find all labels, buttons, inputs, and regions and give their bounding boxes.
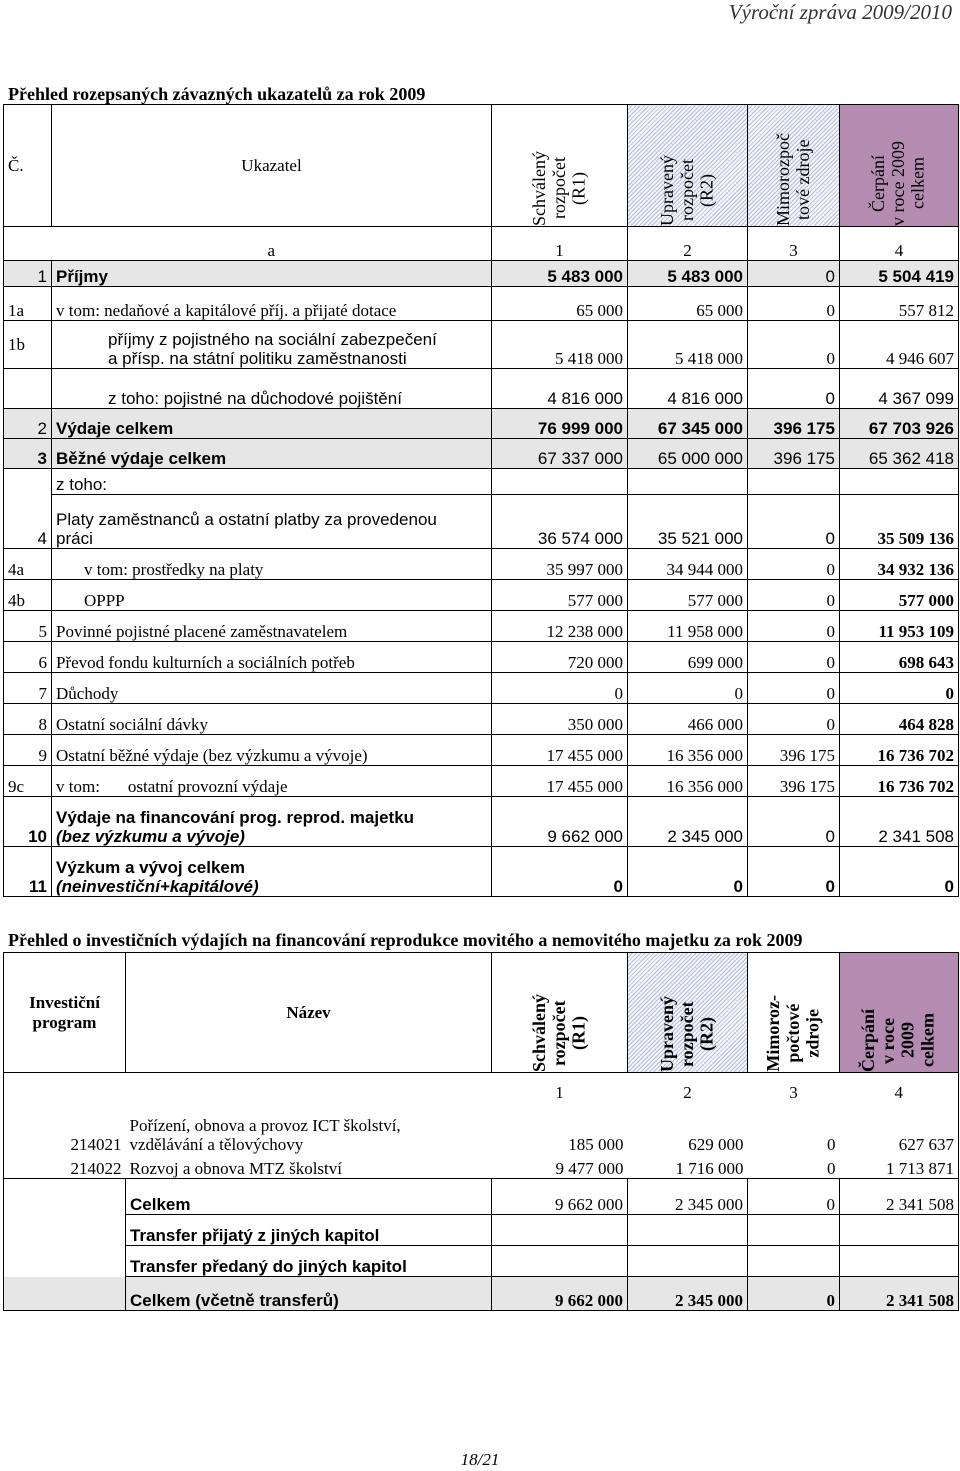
table-row: 11 Výzkum a vývoj celkem (neinvestiční+kapitálové) 0 0 0 0 [4, 847, 959, 897]
section2-title: Přehled o investičních výdajích na financování reprodukce movitého a nemovitého majetku za rok 2009 [8, 930, 803, 950]
table-row: 8 Ostatní sociální dávky 350 000 466 000 0 464 828 [4, 704, 959, 735]
table-row: 2 Výdaje celkem 76 999 000 67 345 000 396 175 67 703 926 [4, 409, 959, 439]
table-row: 10 Výdaje na financování prog. reprod. majetku (bez výzkumu a vývoje) 9 662 000 2 345 000 0 2 341 508 [4, 797, 959, 847]
table-row: Transfer přijatý z jiných kapitol [4, 1215, 959, 1246]
table-row: 214021 Pořízení, obnova a provoz ICT školství, vzdělávání a tělovýchovy 185 000 629 000 0 627 637 [4, 1103, 959, 1155]
col-header-indicator: Ukazatel [52, 105, 492, 227]
investment-table [3, 952, 959, 1311]
table-row: 3 Běžné výdaje celkem 67 337 000 65 000 000 396 175 65 362 418 [4, 439, 959, 469]
index-row: a 1 2 3 4 [4, 227, 959, 261]
table-row: 9c v tom: ostatní provozní výdaje 17 455 000 16 356 000 396 175 16 736 702 [4, 766, 959, 797]
col-header-r1: Schválený rozpočet (R1) [492, 105, 628, 227]
index-row: 1 2 3 4 [4, 1073, 959, 1103]
table-row: z toho: pojistné na důchodové pojištění 4 816 000 4 816 000 0 4 367 099 [4, 369, 959, 409]
table-row: z toho: [4, 469, 959, 495]
col-header-spent: Čerpání v roce 2009 celkem [840, 105, 959, 227]
page-number: 18/21 [460, 1450, 500, 1469]
table-row: 7 Důchody 0 0 0 0 [4, 673, 959, 704]
table-row: 1b příjmy z pojistného na sociální zabezpečení a přísp. na státní politiku zaměstnanosti 5 418 000 5 418 000 0 4 946 607 [4, 321, 959, 369]
col-header-number: Č. [4, 105, 52, 227]
table-row: Celkem 9 662 000 2 345 000 0 2 341 508 [4, 1179, 959, 1215]
table-row: Transfer předaný do jiných kapitol [4, 1246, 959, 1277]
report-title: Výroční zpráva 2009/2010 [728, 0, 952, 24]
table-row: 4a v tom: prostředky na platy 35 997 000 34 944 000 0 34 932 136 [4, 549, 959, 580]
section1-title: Přehled rozepsaných závazných ukazatelů za rok 2009 [8, 84, 426, 104]
table-row: 4b OPPP 577 000 577 000 0 577 000 [4, 580, 959, 611]
header-row: Investiční program Název Schválený rozpočet (R1) Upravený rozpočet (R2) Mimoroz- počtové zdroje Čerpání v roce 2009 celkem [4, 953, 959, 1073]
table-row: Celkem (včetně transferů) 9 662 000 2 345 000 0 2 341 508 [4, 1277, 959, 1311]
table-row: 5 Povinné pojistné placené zaměstnavatelem 12 238 000 11 958 000 0 11 953 109 [4, 611, 959, 642]
table-row: 6 Převod fondu kulturních a sociálních potřeb 720 000 699 000 0 698 643 [4, 642, 959, 673]
table-row: 9 Ostatní běžné výdaje (bez výzkumu a vývoje) 17 455 000 16 356 000 396 175 16 736 702 [4, 735, 959, 766]
table-row: 1 Příjmy 5 483 000 5 483 000 0 5 504 419 [4, 261, 959, 287]
table-row: 4 Platy zaměstnanců a ostatní platby za provedenou práci 36 574 000 35 521 000 0 35 509 136 [4, 495, 959, 549]
col-header-extra: Mimorozpoč tové zdroje [748, 105, 840, 227]
table-row: 1a v tom: nedaňové a kapitálové příj. a přijaté dotace 65 000 65 000 0 557 812 [4, 287, 959, 321]
table-row: 214022 Rozvoj a obnova MTZ školství 9 477 000 1 716 000 0 1 713 871 [4, 1155, 959, 1179]
indicators-table [3, 104, 959, 897]
col-header-r2: Upravený rozpočet (R2) [628, 105, 748, 227]
header-row [4, 105, 959, 227]
